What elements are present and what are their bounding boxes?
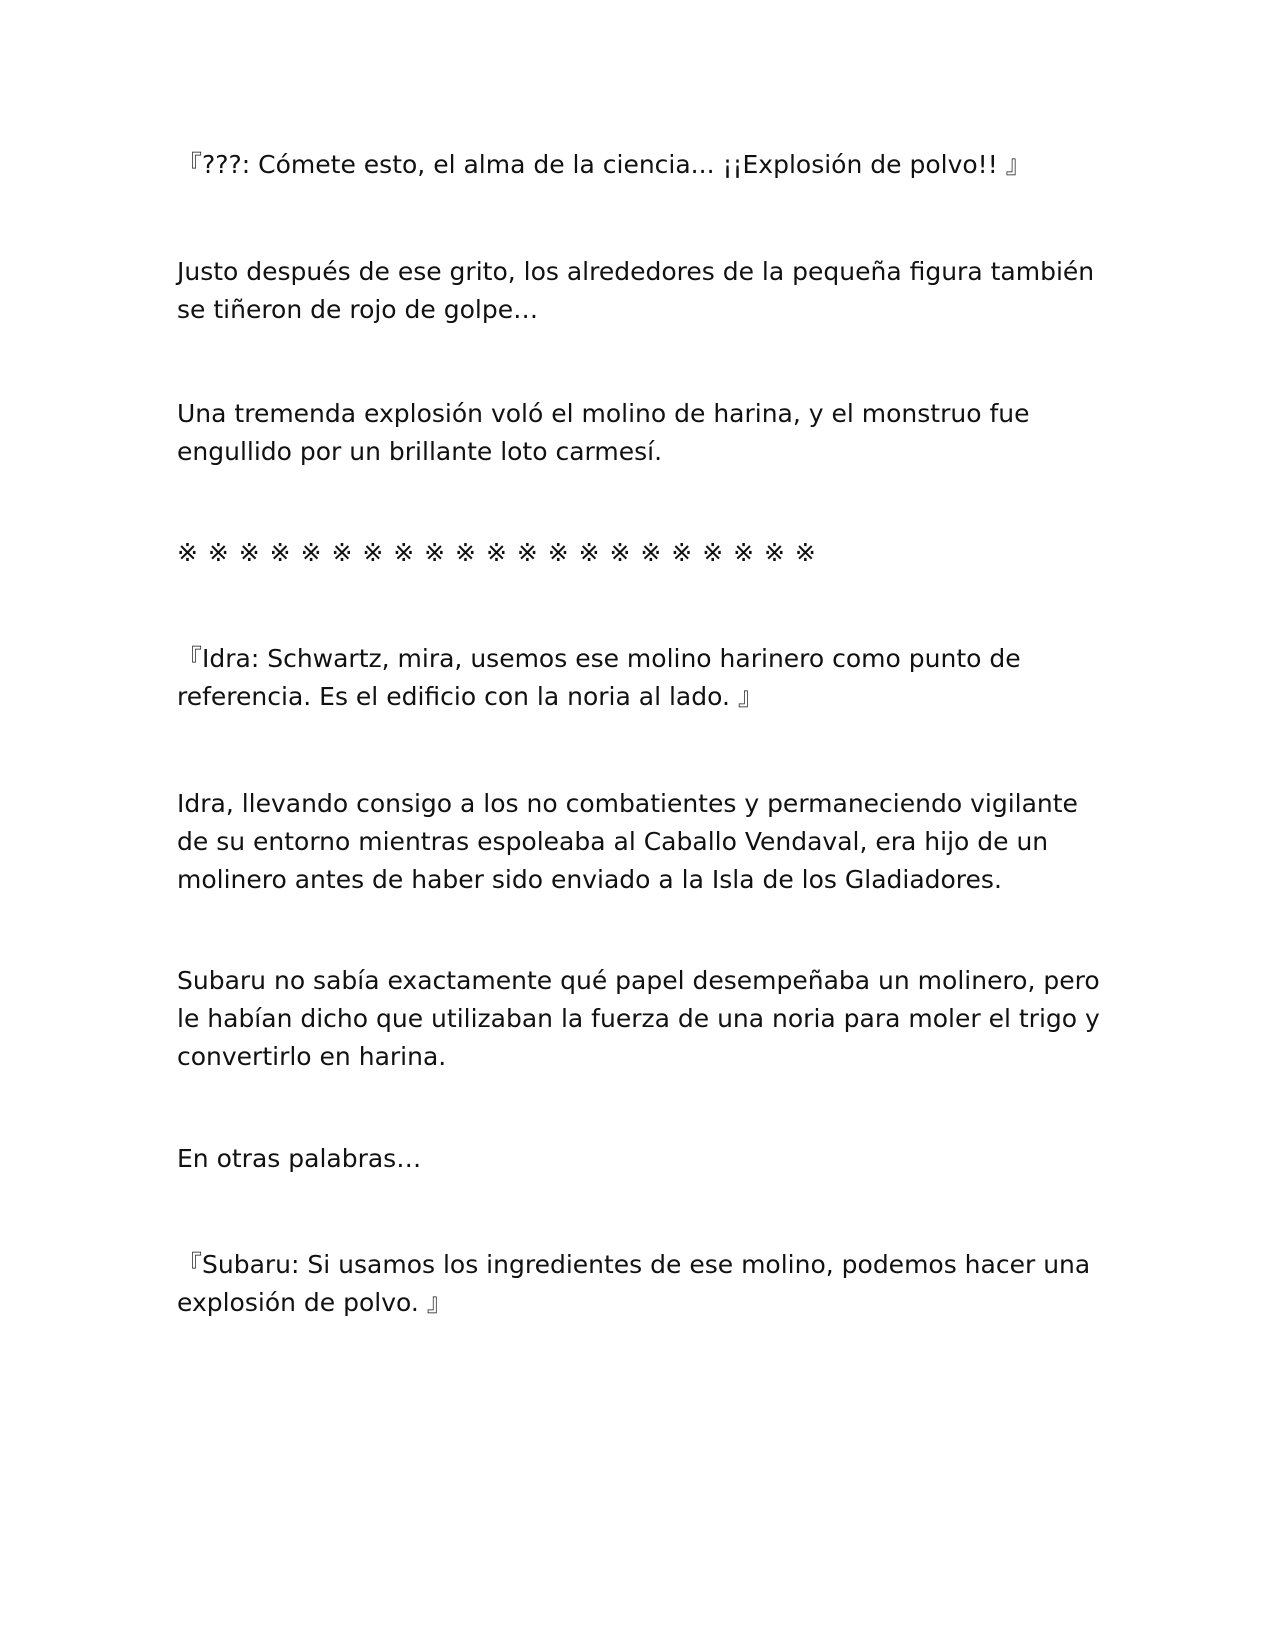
narration-paragraph-5: En otras palabras… bbox=[177, 1144, 422, 1173]
dialogue-subaru: 『Subaru: Si usamos los ingredientes de ese molino, podemos hacer una explosión de polvo. 』 bbox=[177, 1250, 1099, 1317]
narration-paragraph-3: Idra, llevando consigo a los no combatientes y permaneciendo vigilante de su entorno mientras espoleaba al Caballo Vendaval, era hijo de un molinero antes de haber sido enviado a la Isla de los Gladiadores. bbox=[177, 789, 1086, 894]
dialogue-idra: 『Idra: Schwartz, mira, usemos ese molino harinero como punto de referencia. Es el edificio con la noria al lado. 』 bbox=[177, 644, 1029, 711]
narration-paragraph-2: Una tremenda explosión voló el molino de harina, y el monstruo fue engullido por un brillante loto carmesí. bbox=[177, 399, 1038, 466]
narration-paragraph-1: Justo después de ese grito, los alrededores de la pequeña figura también se tiñeron de rojo de golpe… bbox=[177, 257, 1103, 324]
scene-break-divider: ※ ※ ※ ※ ※ ※ ※ ※ ※ ※ ※ ※ ※ ※ ※ ※ ※ ※ ※ ※ ※ bbox=[177, 538, 817, 567]
narration-paragraph-4: Subaru no sabía exactamente qué papel desempeñaba un molinero, pero le habían dicho que utilizaban la fuerza de una noria para moler el trigo y convertirlo en harina. bbox=[177, 966, 1108, 1071]
dialogue-unknown-speaker: 『???: Cómete esto, el alma de la ciencia... ¡¡Explosión de polvo!! 』 bbox=[177, 150, 1031, 179]
